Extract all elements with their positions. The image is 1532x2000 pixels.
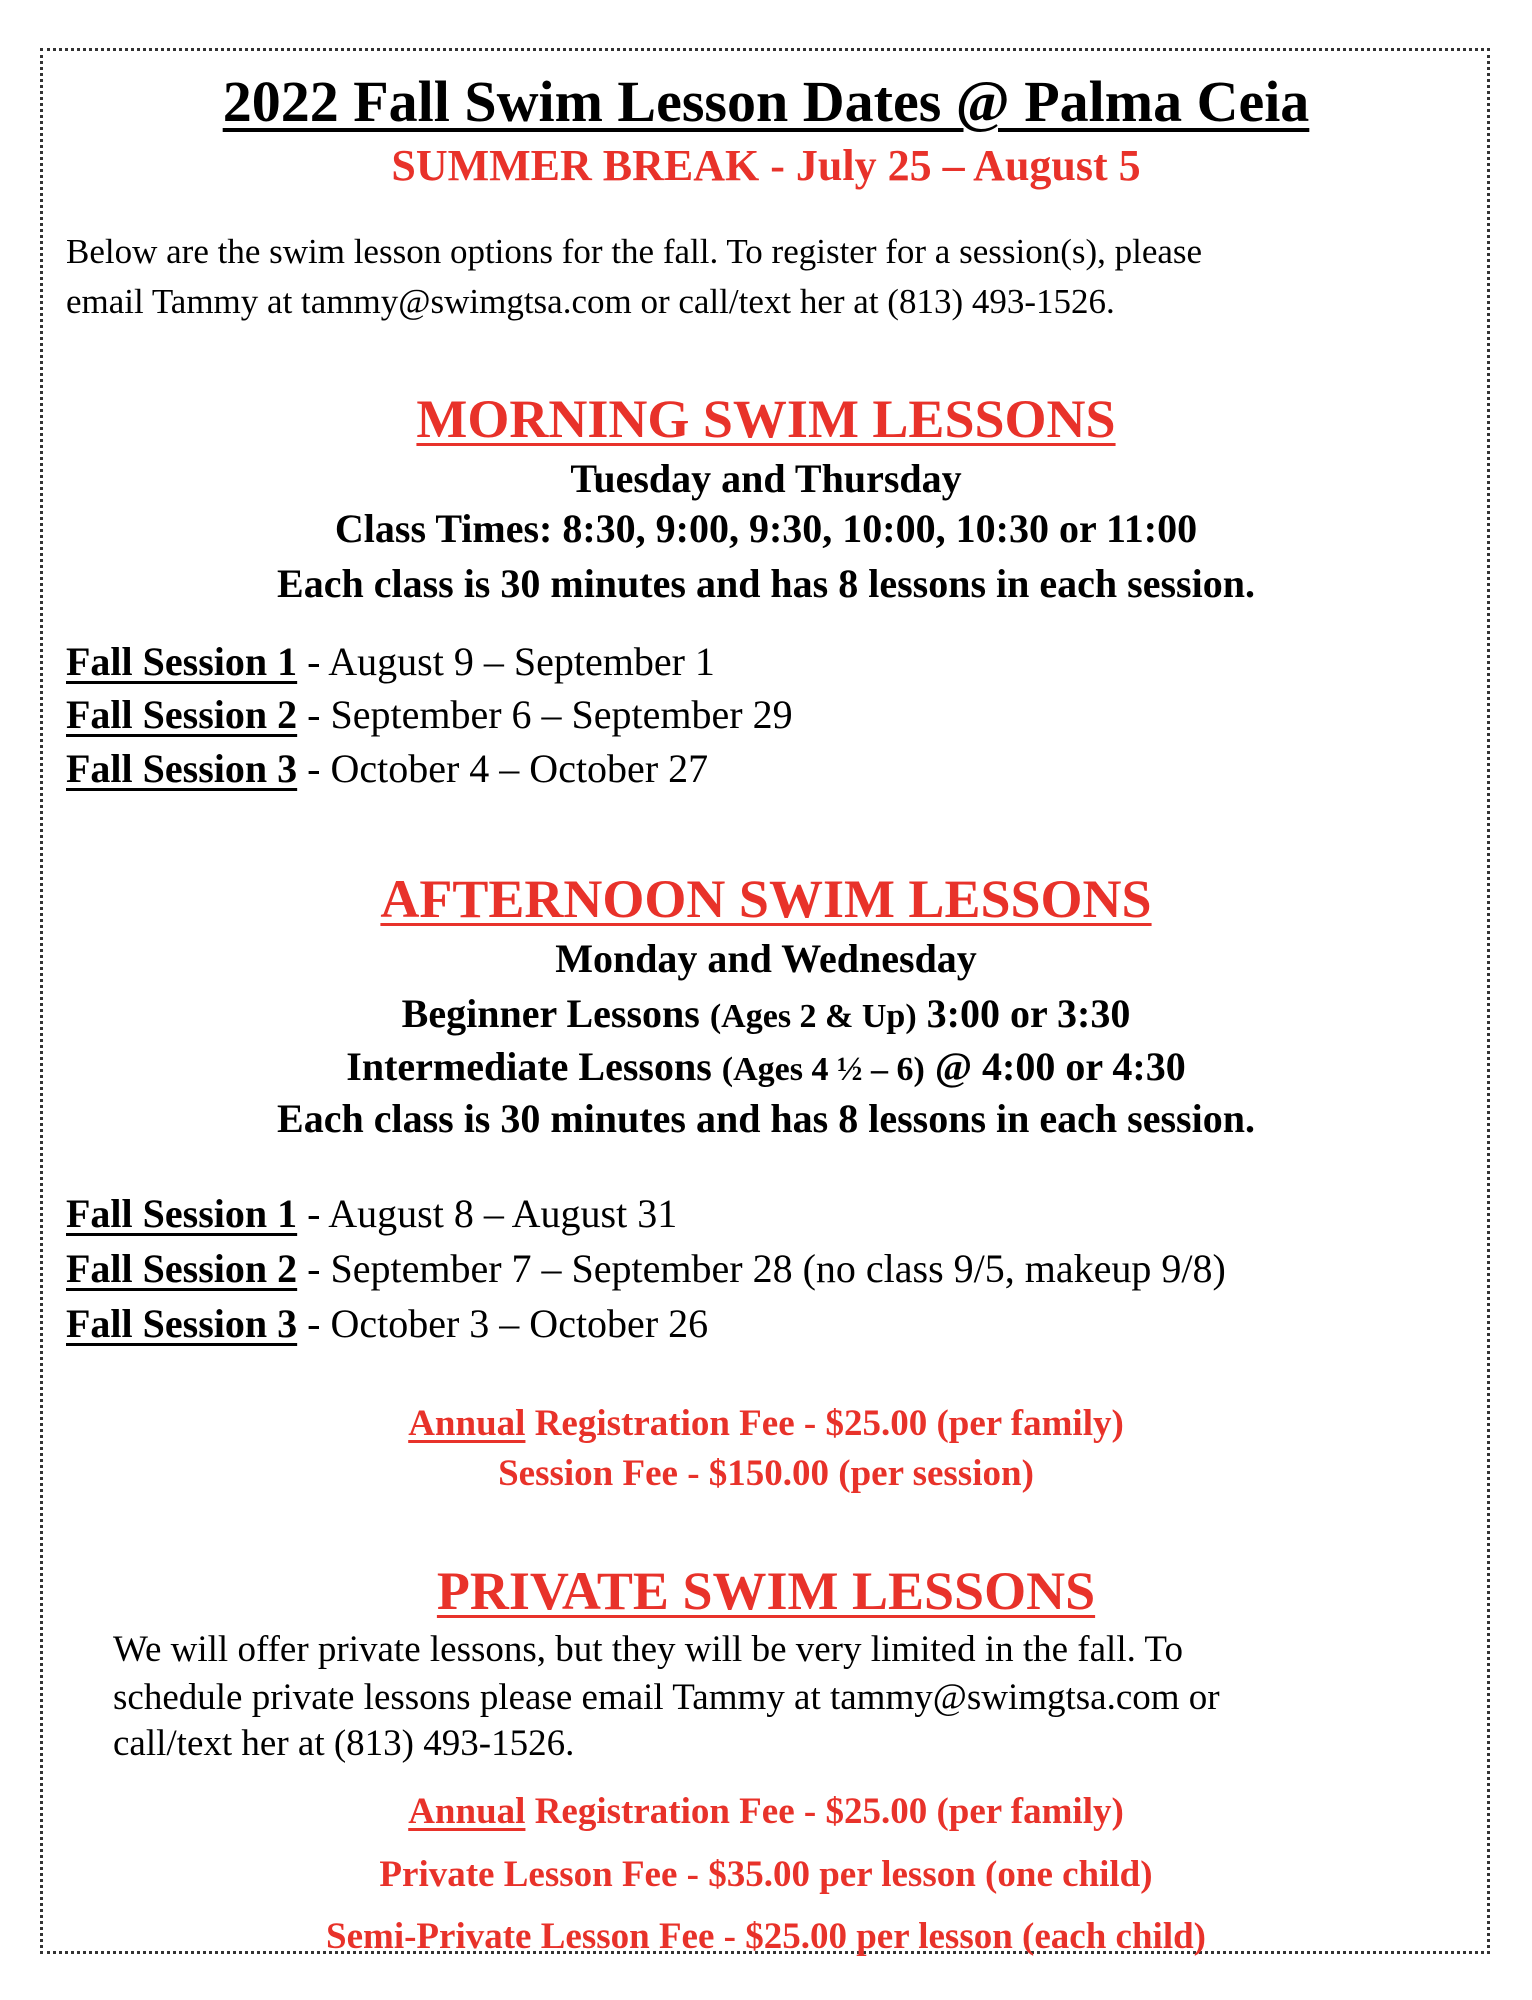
semi-private-lesson-fee: Semi-Private Lesson Fee - $25.00 per lesson (each child): [326, 1916, 1206, 1957]
session-label: Fall Session 2: [66, 692, 298, 737]
intermediate-label: Intermediate Lessons: [346, 1044, 722, 1089]
afternoon-class-note: Each class is 30 minutes and has 8 lessons in each session.: [277, 1096, 1255, 1141]
beginner-ages: (Ages 2 & Up): [709, 998, 917, 1035]
morning-heading: MORNING SWIM LESSONS: [416, 389, 1116, 449]
summer-break-notice: SUMMER BREAK - July 25 – August 5: [391, 141, 1141, 190]
annual-word: Annual: [408, 1791, 526, 1832]
beginner-times: 3:00 or 3:30: [916, 991, 1131, 1036]
annual-word: Annual: [408, 1403, 526, 1444]
afternoon-session-2: [66, 1245, 1226, 1292]
afternoon-heading: AFTERNOON SWIM LESSONS: [380, 869, 1152, 929]
afternoon-session-3: [66, 1300, 708, 1347]
private-text-line-2: schedule private lessons please email Tammy at tammy@swimgtsa.com or: [113, 1677, 1220, 1718]
beginner-lessons: [0, 990, 1532, 1037]
morning-days: Tuesday and Thursday: [570, 456, 962, 501]
annual-fee-text: Registration Fee - $25.00 (per family): [525, 1403, 1124, 1444]
session-dates: - October 4 – October 27: [297, 746, 709, 791]
session-dates: - August 8 – August 31: [297, 1191, 678, 1236]
afternoon-days: Monday and Wednesday: [555, 936, 977, 981]
intro-line-1: Below are the swim lesson options for the fall. To register for a session(s), please: [66, 232, 1203, 271]
intermediate-times: @ 4:00 or 4:30: [924, 1044, 1186, 1089]
private-lesson-fee: Private Lesson Fee - $35.00 per lesson (one child): [379, 1854, 1153, 1895]
morning-session-2: [66, 691, 793, 738]
morning-session-1: [66, 638, 715, 685]
session-dates: - October 3 – October 26: [297, 1301, 709, 1346]
beginner-label: Beginner Lessons: [401, 991, 710, 1036]
session-label: Fall Session 3: [66, 1301, 298, 1346]
session-label: Fall Session 1: [66, 639, 298, 684]
morning-session-3: [66, 745, 708, 792]
afternoon-session-1: [66, 1190, 677, 1237]
private-text-line-3: call/text her at (813) 493-1526.: [113, 1723, 575, 1764]
intro-line-2: email Tammy at tammy@swimgtsa.com or call/text her at (813) 493-1526.: [66, 282, 1115, 321]
session-dates: - September 6 – September 29: [297, 692, 793, 737]
session-label: Fall Session 2: [66, 1246, 298, 1291]
morning-class-times: Class Times: 8:30, 9:00, 9:30, 10:00, 10:30 or 11:00: [334, 506, 1198, 551]
page-title: 2022 Fall Swim Lesson Dates @ Palma Ceia: [222, 69, 1310, 134]
intermediate-lessons: [0, 1043, 1532, 1090]
session-label: Fall Session 1: [66, 1191, 298, 1236]
session-dates: - August 9 – September 1: [297, 639, 715, 684]
afternoon-annual-fee: [0, 1402, 1532, 1445]
private-annual-fee: [0, 1790, 1532, 1833]
annual-fee-text: Registration Fee - $25.00 (per family): [525, 1791, 1124, 1832]
session-dates: - September 7 – September 28 (no class 9/5, makeup 9/8): [297, 1246, 1226, 1291]
private-heading: PRIVATE SWIM LESSONS: [436, 1561, 1096, 1621]
session-label: Fall Session 3: [66, 746, 298, 791]
private-text-line-1: We will offer private lessons, but they will be very limited in the fall. To: [113, 1629, 1183, 1670]
morning-class-note: Each class is 30 minutes and has 8 lessons in each session.: [277, 561, 1255, 606]
afternoon-session-fee: Session Fee - $150.00 (per session): [498, 1453, 1034, 1494]
intermediate-ages: (Ages 4 ½ – 6): [721, 1051, 925, 1088]
